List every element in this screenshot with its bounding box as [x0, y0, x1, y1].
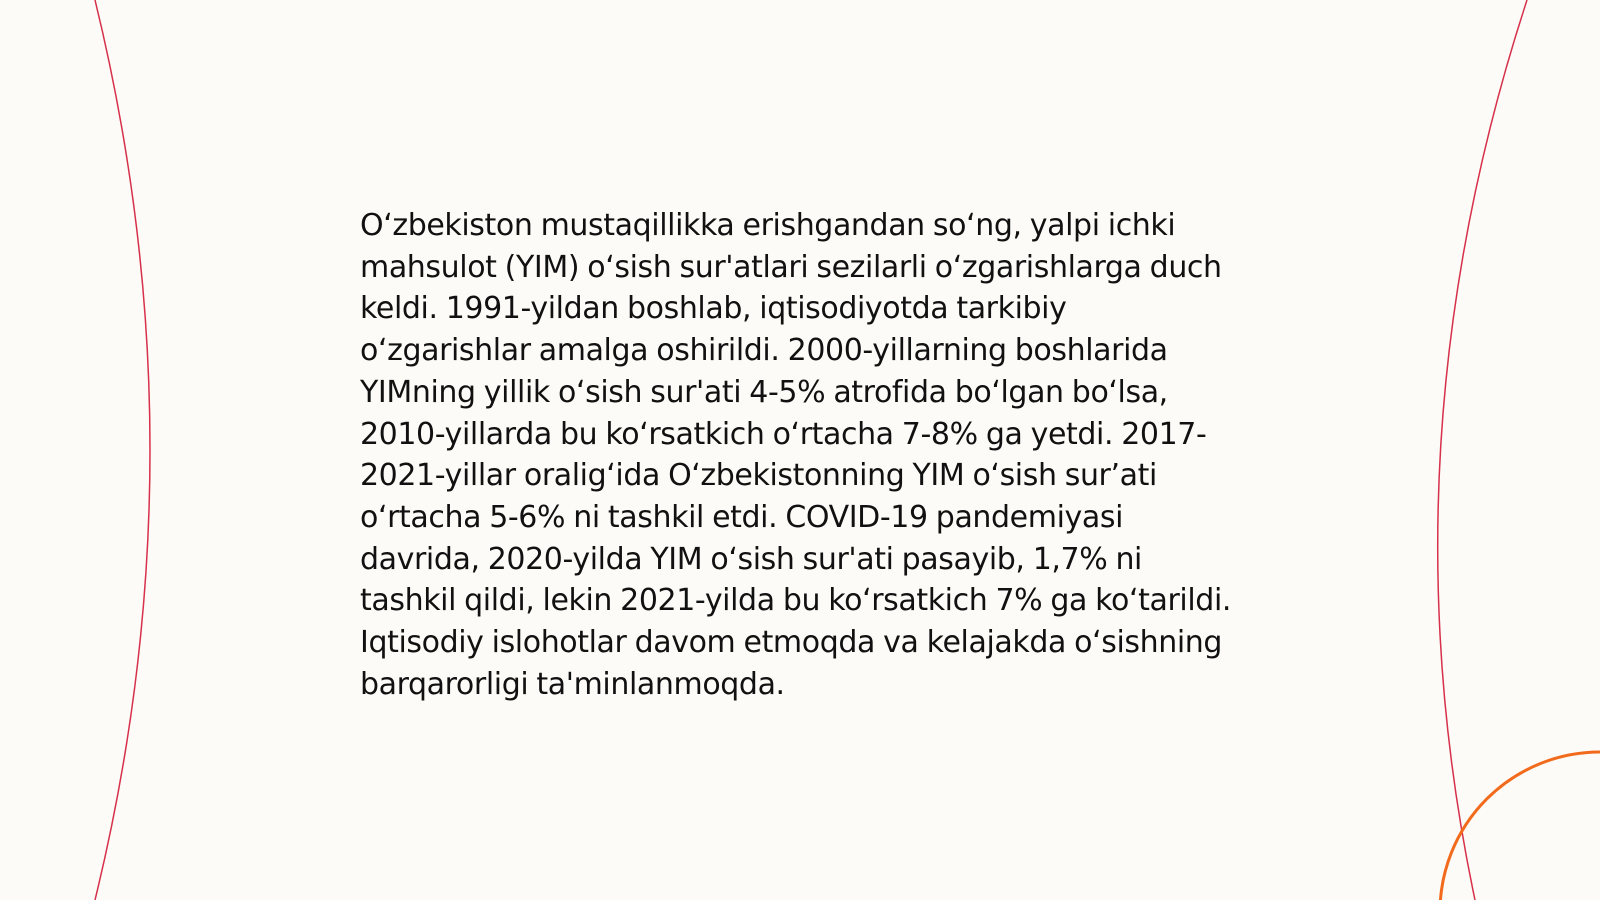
orange-circle-decoration: [1440, 752, 1600, 900]
slide-body-text: O‘zbekiston mustaqillikka erishgandan so‘ng, yalpi ichki mahsulot (YIM) o‘sish sur'atlari sezilarli o‘zgarishlarga duch keldi. 1991-yildan boshlab, iqtisodiyotda tarkibiy o‘zgarishlar amalga oshirildi. 2000-yillarning boshlarida YIMning yillik o‘sish sur'ati 4-5% atrofida bo‘lgan bo‘lsa, 2010-yillarda bu ko‘rsatkich o‘rtacha 7-8% ga yetdi. 2017-2021-yillar oralig‘ida O‘zbekistonning YIM o‘sish sur’ati o‘rtacha 5-6% ni tashkil etdi. COVID-19 pandemiyasi davrida, 2020-yilda YIM o‘sish sur'ati pasayib, 1,7% ni tashkil qildi, lekin 2021-yilda bu ko‘rsatkich 7% ga ko‘tarildi. Iqtisodiy islohotlar davom etmoqda va kelajakda o‘sishning barqarorligi ta'minlanmoqda.: [360, 208, 1232, 702]
right-curve-line: [1438, 0, 1527, 900]
left-curve-line: [95, 0, 150, 900]
